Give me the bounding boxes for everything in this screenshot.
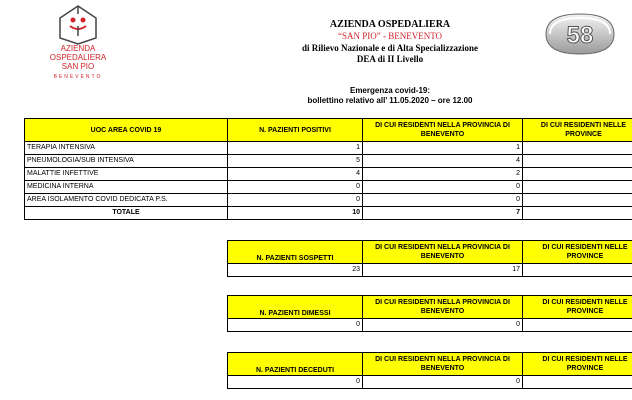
hospital-subtitle: “SAN PIO” - BENEVENTO (337, 31, 443, 41)
col-header-residenti-province: DI CUI RESIDENTI NELLE PROVINCE (523, 119, 632, 142)
dimessi-value: 0 (228, 319, 363, 332)
hospital-description: di Rilievo Nazionale e di Alta Specializzazione (302, 43, 478, 53)
deceduti-value: 0 (228, 376, 363, 389)
col-header-dimessi: N. PAZIENTI DIMESSI (228, 296, 363, 319)
col-header-uoc: UOC AREA COVID 19 (25, 119, 228, 142)
residenti-province-cell (523, 194, 632, 207)
total-residenti-bn: 7 (363, 207, 523, 220)
bulletin-title: Emergenza covid-19: (349, 86, 431, 95)
row-label: AREA ISOLAMENTO COVID DEDICATA P.S. (25, 194, 228, 207)
deceduti-table (227, 352, 632, 389)
badge-number: 58 (566, 22, 594, 49)
col-header-residenti-bn: DI CUI RESIDENTI NELLA PROVINCIA DI BENEVENTO (363, 353, 523, 376)
channel-logo-icon (540, 10, 620, 58)
residenti-province-cell (523, 142, 632, 155)
positivi-cell: 0 (228, 194, 363, 207)
covid-area-table (24, 118, 632, 220)
residenti-province-cell (523, 168, 632, 181)
total-label: TOTALE (25, 207, 228, 220)
positivi-cell: 5 (228, 155, 363, 168)
deceduti-residenti-province (523, 376, 632, 389)
col-header-residenti-bn: DI CUI RESIDENTI NELLA PROVINCIA DI BENEVENTO (363, 296, 523, 319)
col-header-positivi: N. PAZIENTI POSITIVI (228, 119, 363, 142)
residenti-bn-cell: 2 (363, 168, 523, 181)
residenti-bn-cell: 0 (363, 181, 523, 194)
col-header-sospetti: N. PAZIENTI SOSPETTI (228, 241, 363, 264)
positivi-cell: 0 (228, 181, 363, 194)
residenti-bn-cell: 4 (363, 155, 523, 168)
logo-text-line2: OSPEDALIERA (49, 53, 107, 62)
sospetti-residenti-bn: 17 (363, 264, 523, 277)
positivi-cell: 4 (228, 168, 363, 181)
table-row (228, 376, 632, 389)
table-row (25, 181, 632, 194)
dimessi-residenti-bn: 0 (363, 319, 523, 332)
col-header-residenti-province: DI CUI RESIDENTI NELLE PROVINCE (523, 241, 632, 264)
table-row (25, 142, 632, 155)
total-positivi: 10 (228, 207, 363, 220)
deceduti-residenti-bn: 0 (363, 376, 523, 389)
hospital-logo-icon (58, 4, 98, 46)
col-header-residenti-province: DI CUI RESIDENTI NELLE PROVINCE (523, 353, 632, 376)
table-row (228, 319, 632, 332)
row-label: MALATTIE INFETTIVE (25, 168, 228, 181)
table-row (228, 264, 632, 277)
logo-text-line3: SAN PIO (61, 62, 95, 71)
table-row (25, 155, 632, 168)
hospital-level: DEA di II Livello (356, 54, 424, 64)
col-header-deceduti: N. PAZIENTI DECEDUTI (228, 353, 363, 376)
col-header-residenti-province: DI CUI RESIDENTI NELLE PROVINCE (523, 296, 632, 319)
row-label: TERAPIA INTENSIVA (25, 142, 228, 155)
row-label: PNEUMOLOGIA/SUB INTENSIVA (25, 155, 228, 168)
residenti-bn-cell: 1 (363, 142, 523, 155)
logo-text-line4: BENEVENTO (53, 74, 103, 80)
total-row (25, 207, 632, 220)
col-header-residenti-bn: DI CUI RESIDENTI NELLA PROVINCIA DI BENEVENTO (363, 119, 523, 142)
dimessi-table (227, 295, 632, 332)
bulletin-date: bollettino relativo all’ 11.05.2020 – ore 12.00 (307, 96, 473, 105)
table-row (25, 168, 632, 181)
col-header-residenti-bn: DI CUI RESIDENTI NELLA PROVINCIA DI BENEVENTO (363, 241, 523, 264)
row-label: MEDICINA INTERNA (25, 181, 228, 194)
positivi-cell: 1 (228, 142, 363, 155)
total-residenti-province (523, 207, 632, 220)
residenti-bn-cell: 0 (363, 194, 523, 207)
dimessi-residenti-province (523, 319, 632, 332)
sospetti-table (227, 240, 632, 277)
hospital-title: AZIENDA OSPEDALIERA (329, 19, 451, 30)
sospetti-residenti-province (523, 264, 632, 277)
table-row (25, 194, 632, 207)
sospetti-value: 23 (228, 264, 363, 277)
residenti-province-cell (523, 155, 632, 168)
residenti-province-cell (523, 181, 632, 194)
logo-text-line1: AZIENDA (60, 44, 96, 53)
